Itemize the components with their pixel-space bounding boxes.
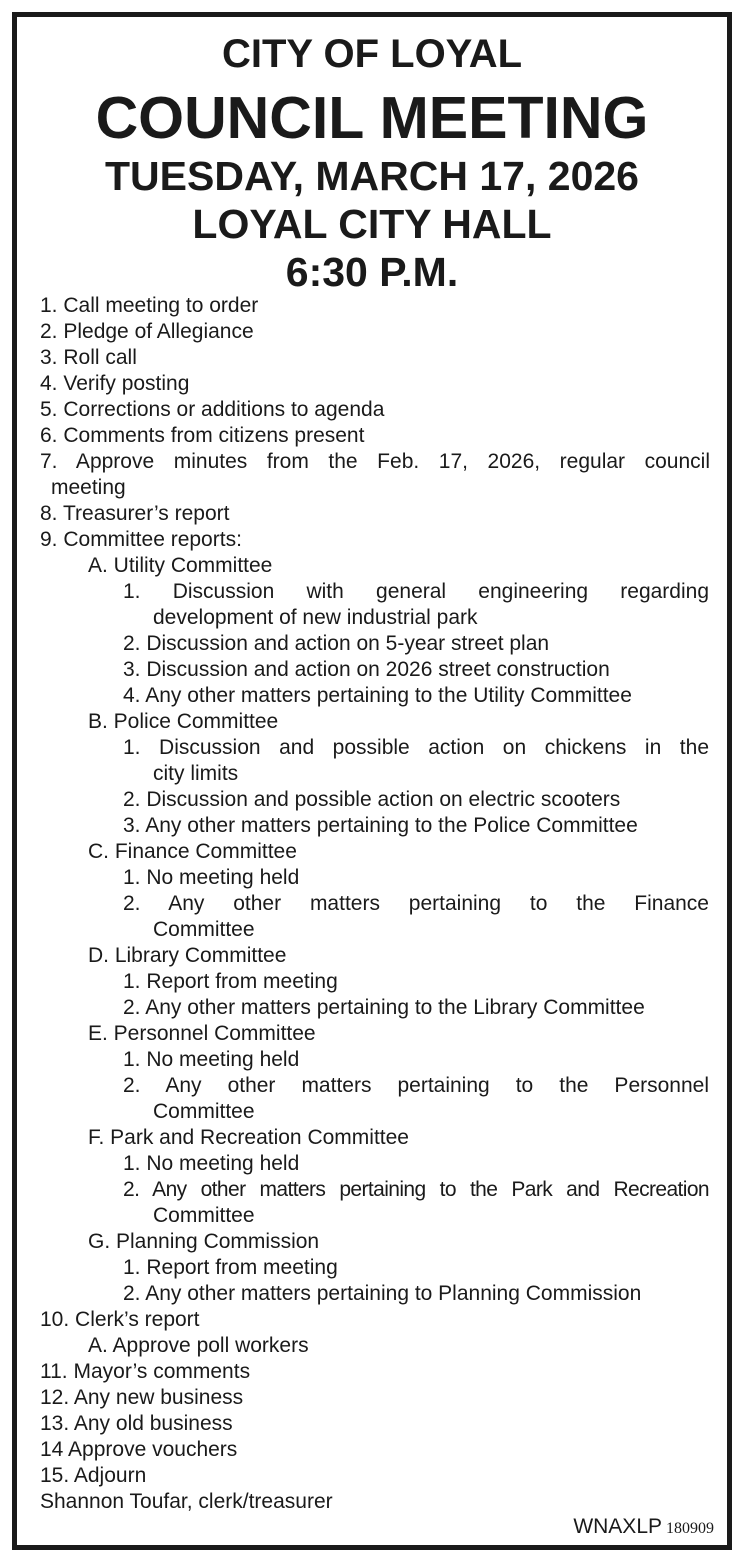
personnel-item-2: 2. Any other matters pertaining to the Personnel (123, 1074, 709, 1097)
agenda-item-6: 6. Comments from citizens present (40, 424, 365, 447)
utility-item-1-continued: development of new industrial park (153, 606, 478, 629)
agenda-item-14: 14 Approve vouchers (40, 1438, 238, 1461)
police-item-1-continued: city limits (153, 762, 239, 785)
agenda-item-5: 5. Corrections or additions to agenda (40, 398, 385, 421)
publication-code-text: WNAXLP (573, 1515, 662, 1538)
meeting-date: TUESDAY, MARCH 17, 2026 (105, 153, 639, 199)
park-item-2-continued: Committee (153, 1204, 255, 1227)
publication-number: 180909 (666, 1520, 714, 1537)
planning-commission-heading: G. Planning Commission (88, 1230, 320, 1253)
utility-item-2: 2. Discussion and action on 5-year street plan (123, 632, 550, 655)
agenda-item-8: 8. Treasurer’s report (40, 502, 230, 525)
library-item-2: 2. Any other matters pertaining to the Library Committee (123, 996, 645, 1019)
park-item-1: 1. No meeting held (123, 1152, 300, 1175)
planning-item-1: 1. Report from meeting (123, 1256, 338, 1279)
finance-committee-heading: C. Finance Committee (88, 840, 297, 863)
police-item-3: 3. Any other matters pertaining to the Police Committee (123, 814, 638, 837)
legal-notice-frame (12, 12, 732, 1550)
police-item-1: 1. Discussion and possible action on chickens in the (123, 736, 709, 759)
utility-committee-heading: A. Utility Committee (88, 554, 273, 577)
utility-item-1: 1. Discussion with general engineering regarding (123, 580, 709, 603)
personnel-item-2-continued: Committee (153, 1100, 255, 1123)
agenda-item-7-continued: meeting (51, 476, 126, 499)
agenda-item-10: 10. Clerk’s report (40, 1308, 200, 1331)
meeting-title: COUNCIL MEETING (95, 85, 649, 151)
finance-item-2: 2. Any other matters pertaining to the Finance (123, 892, 709, 915)
agenda-item-2: 2. Pledge of Allegiance (40, 320, 254, 343)
park-item-2: 2. Any other matters pertaining to the Park and Recreation (123, 1178, 709, 1201)
planning-item-2: 2. Any other matters pertaining to Planning Commission (123, 1282, 642, 1305)
agenda-item-1: 1. Call meeting to order (40, 294, 259, 317)
city-title: CITY OF LOYAL (221, 32, 523, 76)
publication-code (573, 1514, 714, 1542)
agenda-item-13: 13. Any old business (40, 1412, 233, 1435)
meeting-location: LOYAL CITY HALL (192, 201, 552, 247)
personnel-item-1: 1. No meeting held (123, 1048, 300, 1071)
agenda-item-12: 12. Any new business (40, 1386, 244, 1409)
finance-item-2-continued: Committee (153, 918, 255, 941)
agenda-item-4: 4. Verify posting (40, 372, 190, 395)
meeting-time: 6:30 P.M. (285, 249, 459, 295)
utility-item-3: 3. Discussion and action on 2026 street construction (123, 658, 610, 681)
library-item-1: 1. Report from meeting (123, 970, 338, 993)
utility-item-4: 4. Any other matters pertaining to the Utility Committee (123, 684, 632, 707)
police-committee-heading: B. Police Committee (88, 710, 279, 733)
agenda-item-7: 7. Approve minutes from the Feb. 17, 2026, regular council (40, 450, 710, 473)
clerk-sub-item: A. Approve poll workers (88, 1334, 309, 1357)
personnel-committee-heading: E. Personnel Committee (88, 1022, 316, 1045)
agenda-item-3: 3. Roll call (40, 346, 137, 369)
agenda-item-9: 9. Committee reports: (40, 528, 242, 551)
park-committee-heading: F. Park and Recreation Committee (88, 1126, 409, 1149)
signature: Shannon Toufar, clerk/treasurer (40, 1490, 333, 1513)
agenda-item-11: 11. Mayor’s comments (40, 1360, 251, 1383)
library-committee-heading: D. Library Committee (88, 944, 287, 967)
police-item-2: 2. Discussion and possible action on electric scooters (123, 788, 621, 811)
agenda-item-15: 15. Adjourn (40, 1464, 147, 1487)
finance-item-1: 1. No meeting held (123, 866, 300, 889)
